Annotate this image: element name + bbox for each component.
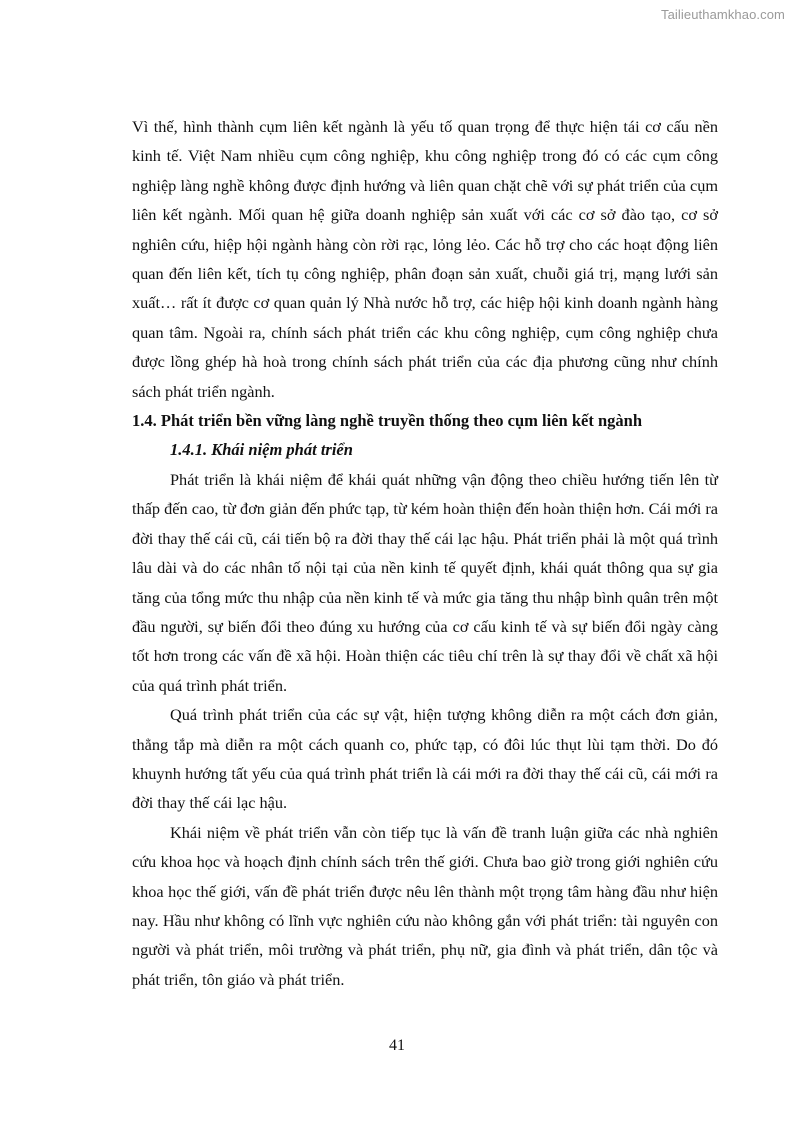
watermark: Tailieuthamkhao.com: [660, 7, 785, 22]
subsection-heading: 1.4.1. Khái niệm phát triển: [170, 440, 353, 460]
paragraph-intro: Vì thế, hình thành cụm liên kết ngành là yếu tố quan trọng để thực hiện tái cơ cấu nền kinh tế. Việt Nam nhiều cụm công nghiệp, khu công nghiệp trong đó có các cụm công nghiệp làng nghề không được định hướng và liên quan chặt chẽ với sự phát triển của cụm liên kết ngành. Mối quan hệ giữa doanh nghiệp sản xuất với các cơ sở đào tạo, cơ sở nghiên cứu, hiệp hội ngành hàng còn rời rạc, lỏng lẻo. Các hỗ trợ cho các hoạt động liên quan đến liên kết, tích tụ công nghiệp, phân đoạn sản xuất, chuỗi giá trị, mạng lưới sản xuất… rất ít được cơ quan quản lý Nhà nước hỗ trợ, các hiệp hội kinh doanh ngành hàng quan tâm. Ngoài ra, chính sách phát triển các khu công nghiệp, cụm công nghiệp chưa được lồng ghép hà hoà trong chính sách phát triển của các địa phương cũng như chính sách phát triển ngành.: [132, 117, 718, 401]
document-body: [132, 112, 718, 994]
page-number: 41: [389, 1037, 405, 1054]
paragraph: Khái niệm về phát triển vẫn còn tiếp tục là vấn đề tranh luận giữa các nhà nghiên cứu khoa học và hoạch định chính sách trên thế giới. Chưa bao giờ trong giới nghiên cứu khoa học thế giới, vấn đề phát triển được nêu lên thành một trọng tâm hàng đầu như hiện nay. Hầu như không có lĩnh vực nghiên cứu nào không gắn với phát triển: tài nguyên con người và phát triển, môi trường và phát triển, phụ nữ, gia đình và phát triển, dân tộc và phát triển, tôn giáo và phát triển.: [132, 822, 718, 989]
section-heading: 1.4. Phát triển bền vững làng nghề truyền thống theo cụm liên kết ngành: [132, 411, 642, 431]
paragraph: Quá trình phát triển của các sự vật, hiện tượng không diễn ra một cách đơn giản, thẳng tắp mà diễn ra một cách quanh co, phức tạp, có đôi lúc thụt lùi tạm thời. Do đó khuynh hướng tất yếu của quá trình phát triển là cái mới ra đời thay thế cái cũ, cái mới ra đời thay thế cái lạc hậu.: [132, 705, 718, 813]
paragraph: Phát triển là khái niệm để khái quát những vận động theo chiều hướng tiến lên từ thấp đến cao, từ đơn giản đến phức tạp, từ kém hoàn thiện đến hoàn thiện hơn. Cái mới ra đời thay thế cái cũ, cái tiến bộ ra đời thay thế cái lạc hậu. Phát triển phải là một quá trình lâu dài và do các nhân tố nội tại của nền kinh tế quyết định, khái quát thông qua sự gia tăng của tổng mức thu nhập của nền kinh tế và mức gia tăng thu nhập bình quân trên một đầu người, sự biến đổi theo đúng xu hướng của cơ cấu kinh tế và sự biến đổi ngày càng tốt hơn trong các vấn đề xã hội. Hoàn thiện các tiêu chí trên là sự thay đổi về chất xã hội của quá trình phát triển.: [132, 469, 718, 695]
